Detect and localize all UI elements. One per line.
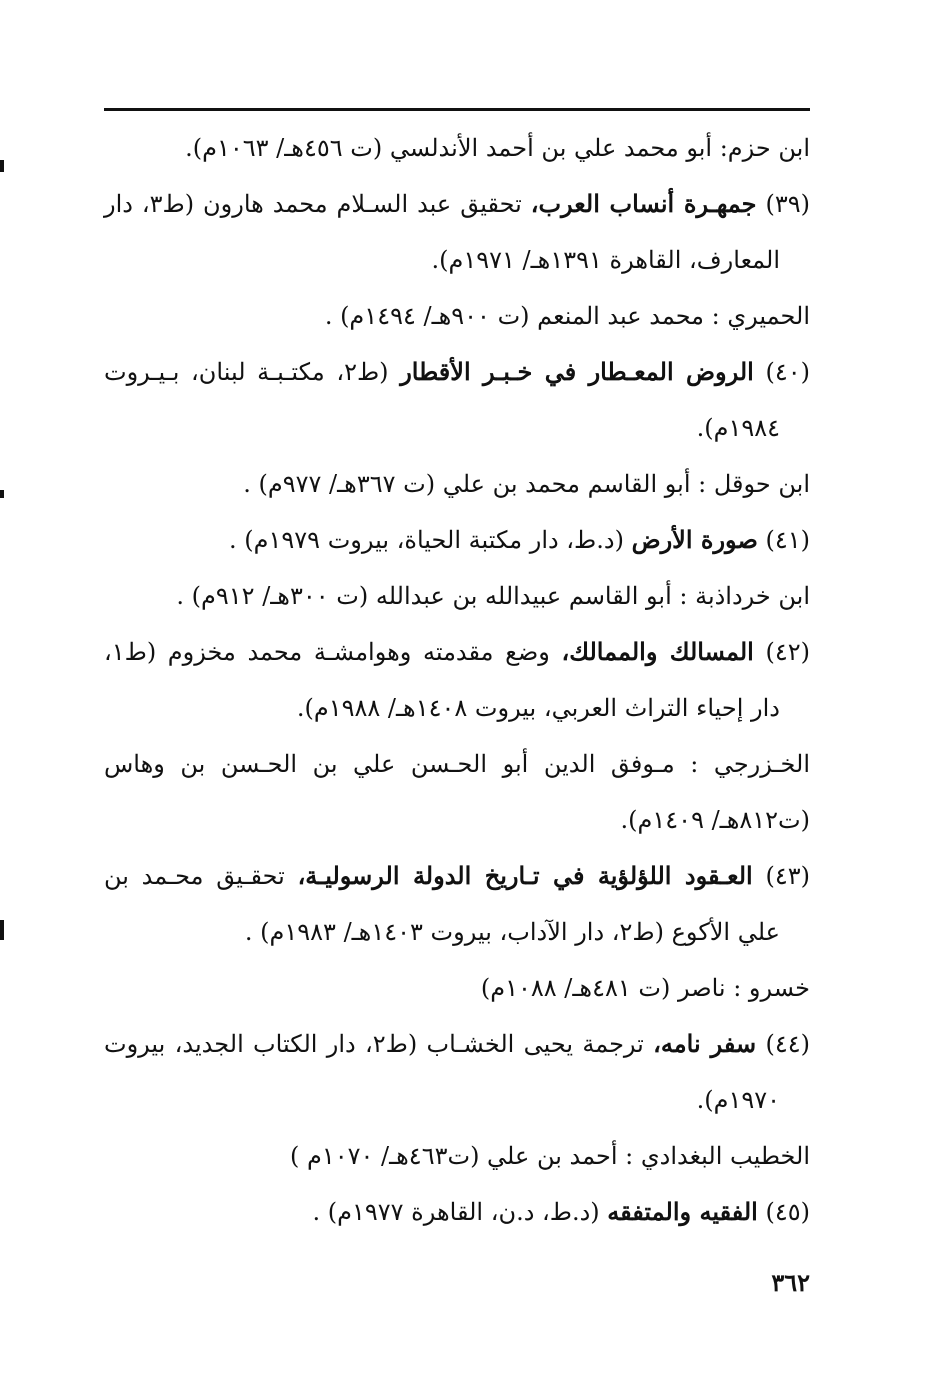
entry-details: (د.ط، دار مكتبة الحياة، بيروت ١٩٧٩م) .: [229, 526, 632, 554]
scan-edge-mark: [0, 920, 4, 940]
header-rule: [104, 108, 810, 111]
bibliography-entry: [104, 848, 810, 960]
author-heading: الخطيب البغدادي : أحمد بن علي (ت٤٦٣هـ/ ١٠٧٠م ): [289, 1142, 810, 1170]
bibliography-entry: [104, 624, 810, 736]
author-heading: ابن خرداذبة : أبو القاسم عبيدالله بن عبدالله (ت ٣٠٠هـ/ ٩١٢م) .: [176, 582, 810, 610]
entry-number: (٤٢): [765, 638, 810, 666]
entry-title: العـقود اللؤلؤية في تـاريخ الدولة الرسوليـة،: [297, 861, 753, 890]
bibliography-entry: [104, 176, 810, 288]
entry-details: (ط٢، مكتـبـة لبنان، بـيـروت ١٩٨٤م).: [104, 358, 780, 442]
entry-details: (د.ط، د.ن، القاهرة ١٩٧٧م) .: [312, 1198, 608, 1226]
entry-number: (٣٩): [765, 190, 810, 218]
author-heading: خسرو : ناصر (ت ٤٨١هـ/ ١٠٨٨م): [480, 974, 810, 1002]
entry-details: تحقـيق محـمد بن علي الأكوع (ط٢، دار الآداب، بيروت ١٤٠٣هـ/ ١٩٨٣م) .: [104, 862, 780, 946]
author-heading: الحميري : محمد عبد المنعم (ت ٩٠٠هـ/ ١٤٩٤م) .: [324, 302, 810, 330]
entry-number: (٤١): [765, 526, 810, 554]
entry-details: تحقيق عبد السـلام محمد هارون (ط٣، دار المعارف، القاهرة ١٣٩١هـ/ ١٩٧١م).: [104, 190, 780, 274]
entry-number: (٤٣): [765, 862, 810, 890]
bibliography-entry: [104, 512, 810, 568]
bibliography-entry: [104, 1184, 810, 1240]
entry-number: (٤٤): [765, 1030, 811, 1058]
scan-edge-mark: [0, 160, 4, 172]
page-number: ٣٦٢: [771, 1268, 810, 1297]
entry-title: جمهـرة أنساب العرب،: [530, 189, 757, 218]
entry-details: وضع مقدمته وهوامشـة محمد مخزوم (ط١، دار إحياء التراث العربي، بيروت ١٤٠٨هـ/ ١٩٨٨م).: [104, 638, 780, 722]
entry-number: (٤٥): [765, 1198, 810, 1226]
entry-title: الفقيه والمتفقه: [607, 1197, 758, 1226]
entry-title: الروض المعـطار في خـبـر الأقطار: [400, 357, 754, 386]
entry-title: سفر نامه،: [653, 1029, 757, 1058]
bibliography-entry: [104, 344, 810, 456]
entry-title: صورة الأرض: [631, 525, 758, 554]
entry-title: المسالك والممالك،: [561, 637, 754, 666]
entry-details: ترجمة يحيى الخشـاب (ط٢، دار الكتاب الجديد، بيروت ١٩٧٠م).: [104, 1030, 780, 1114]
author-heading: ابن حزم: أبو محمد علي بن أحمد الأندلسي (ت ٤٥٦هـ/ ١٠٦٣م).: [185, 134, 810, 162]
author-heading: ابن حوقل : أبو القاسم محمد بن علي (ت ٣٦٧هـ/ ٩٧٧م) .: [243, 470, 810, 498]
scan-edge-mark: [0, 490, 4, 498]
entry-number: (٤٠): [765, 358, 811, 386]
author-heading: الخـزرجي : مـوفق الدين أبو الحـسن علي بن الحـسن بن وهاس (ت٨١٢هـ/ ١٤٠٩م).: [104, 750, 810, 834]
bibliography-entry: [104, 1016, 810, 1128]
bibliography-list: [104, 120, 810, 1240]
